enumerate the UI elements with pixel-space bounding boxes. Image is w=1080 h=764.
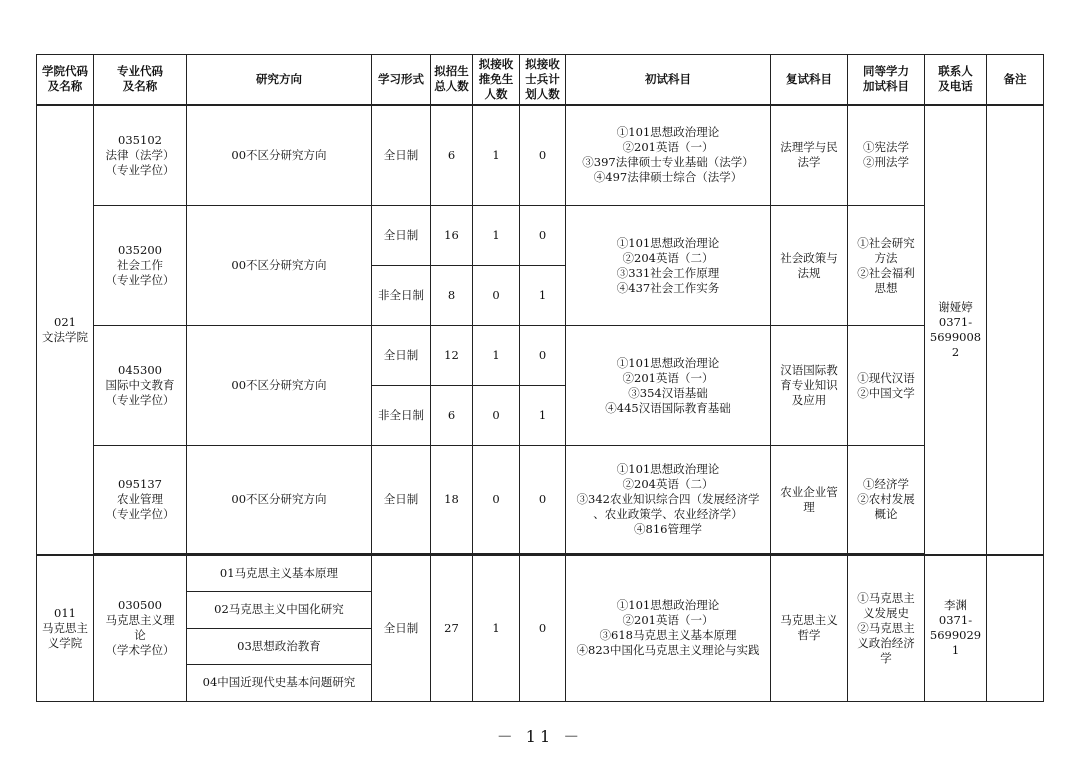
header-note: 备注 [987, 55, 1044, 105]
header-college: 学院代码 及名称 [37, 55, 94, 105]
research-direction: 04中国近现代史基本问题研究 [187, 664, 372, 701]
header-retest: 复试科目 [771, 55, 848, 105]
research-direction: 00不区分研究方向 [187, 105, 372, 206]
header-major: 专业代码 及名称 [94, 55, 187, 105]
extra-subjects: ①宪法学 ②刑法学 [848, 105, 925, 206]
study-mode: 全日制 [372, 555, 431, 701]
retest-subjects: 汉语国际教 育专业知识 及应用 [771, 326, 848, 446]
study-mode: 全日制 [372, 206, 431, 266]
contact-info: 李渊 0371- 56990291 [925, 555, 987, 701]
table-row [37, 555, 1044, 591]
total-count: 6 [431, 386, 473, 446]
research-direction: 02马克思主义中国化研究 [187, 591, 372, 628]
header-row [37, 55, 1044, 105]
page-number: － 11 － [496, 727, 584, 746]
table-row [37, 326, 1044, 386]
exempt-count: 0 [473, 446, 520, 554]
research-direction: 01马克思主义基本原理 [187, 555, 372, 591]
study-mode: 全日制 [372, 446, 431, 554]
exempt-count: 1 [473, 326, 520, 386]
total-count: 12 [431, 326, 473, 386]
table-row [37, 105, 1044, 206]
major-name: 035200 社会工作 （专业学位） [94, 206, 187, 326]
college-name: 011 马克思主 义学院 [37, 555, 94, 701]
study-mode: 全日制 [372, 326, 431, 386]
header-mode: 学习形式 [372, 55, 431, 105]
study-mode: 全日制 [372, 105, 431, 206]
total-count: 8 [431, 266, 473, 326]
header-contact: 联系人 及电话 [925, 55, 987, 105]
admissions-table [36, 54, 1044, 702]
soldier-count: 0 [520, 326, 566, 386]
exempt-count: 0 [473, 386, 520, 446]
soldier-count: 1 [520, 266, 566, 326]
retest-subjects: 法理学与民 法学 [771, 105, 848, 206]
header-soldier: 拟接收 士兵计 划人数 [520, 55, 566, 105]
major-name: 045300 国际中文教育 （专业学位） [94, 326, 187, 446]
extra-subjects: ①经济学 ②农村发展 概论 [848, 446, 925, 554]
retest-subjects: 社会政策与 法规 [771, 206, 848, 326]
note-cell [987, 555, 1044, 701]
note-cell [987, 105, 1044, 556]
header-exam: 初试科目 [566, 55, 771, 105]
soldier-count: 0 [520, 555, 566, 701]
table-row [37, 206, 1044, 266]
exam-subjects: ①101思想政治理论 ②204英语（二） ③342农业知识综合四（发展经济学 、农业政策学、农业经济学） ④816管理学 [566, 446, 771, 554]
exam-subjects: ①101思想政治理论 ②201英语（一） ③618马克思主义基本原理 ④823中国化马克思主义理论与实践 [566, 555, 771, 701]
exempt-count: 0 [473, 266, 520, 326]
retest-subjects: 农业企业管 理 [771, 446, 848, 554]
college-name: 021 文法学院 [37, 105, 94, 556]
major-name: 030500 马克思主义理 论 （学术学位） [94, 555, 187, 701]
total-count: 27 [431, 555, 473, 701]
table-row [37, 446, 1044, 554]
exam-subjects: ①101思想政治理论 ②201英语（一） ③354汉语基础 ④445汉语国际教育基础 [566, 326, 771, 446]
exam-subjects: ①101思想政治理论 ②204英语（二） ③331社会工作原理 ④437社会工作实务 [566, 206, 771, 326]
major-name: 035102 法律（法学） （专业学位） [94, 105, 187, 206]
research-direction: 00不区分研究方向 [187, 446, 372, 554]
extra-subjects: ①马克思主 义发展史 ②马克思主 义政治经济 学 [848, 555, 925, 701]
total-count: 16 [431, 206, 473, 266]
research-direction: 03思想政治教育 [187, 628, 372, 664]
extra-subjects: ①现代汉语 ②中国文学 [848, 326, 925, 446]
retest-subjects: 马克思主义 哲学 [771, 555, 848, 701]
research-direction: 00不区分研究方向 [187, 326, 372, 446]
total-count: 6 [431, 105, 473, 206]
soldier-count: 1 [520, 386, 566, 446]
extra-subjects: ①社会研究 方法 ②社会福利 思想 [848, 206, 925, 326]
exempt-count: 1 [473, 105, 520, 206]
total-count: 18 [431, 446, 473, 554]
soldier-count: 0 [520, 105, 566, 206]
header-exempt: 拟接收 推免生 人数 [473, 55, 520, 105]
study-mode: 非全日制 [372, 266, 431, 326]
exempt-count: 1 [473, 555, 520, 701]
header-extra: 同等学力 加试科目 [848, 55, 925, 105]
contact-info: 谢娅婷 0371- 56990082 [925, 105, 987, 556]
exam-subjects: ①101思想政治理论 ②201英语（一） ③397法律硕士专业基础（法学） ④497法律硕士综合（法学） [566, 105, 771, 206]
major-name: 095137 农业管理 （专业学位） [94, 446, 187, 554]
header-direction: 研究方向 [187, 55, 372, 105]
header-total: 拟招生 总人数 [431, 55, 473, 105]
soldier-count: 0 [520, 206, 566, 266]
study-mode: 非全日制 [372, 386, 431, 446]
soldier-count: 0 [520, 446, 566, 554]
exempt-count: 1 [473, 206, 520, 266]
research-direction: 00不区分研究方向 [187, 206, 372, 326]
